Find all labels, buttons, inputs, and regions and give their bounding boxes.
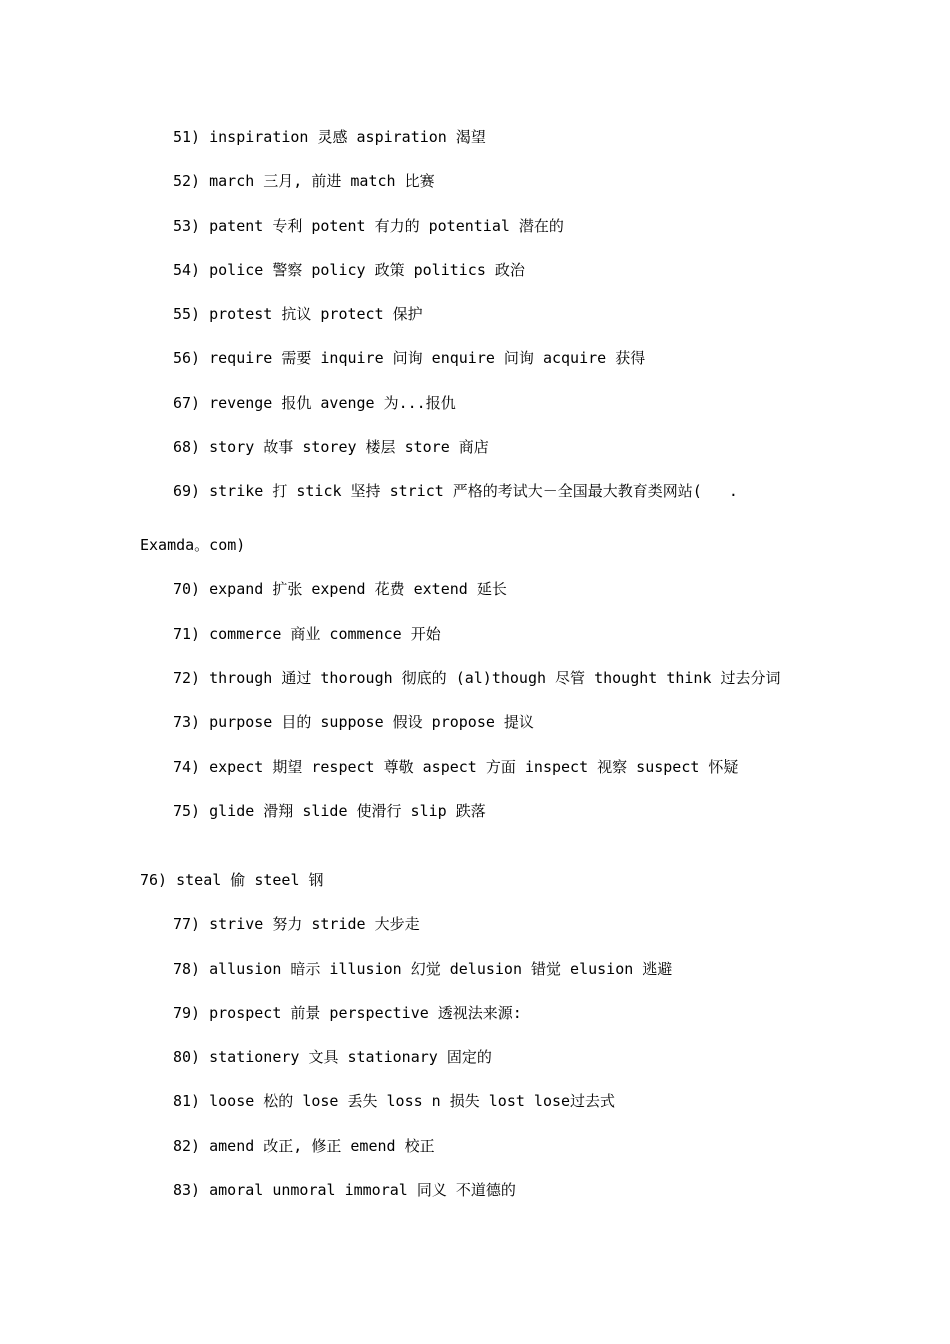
vocab-line-76: 76) steal 偷 steel 钢	[140, 871, 324, 889]
vocab-line-74: 74) expect 期望 respect 尊敬 aspect 方面 inspect 视察 suspect 怀疑	[173, 758, 739, 776]
vocab-line-69: 69) strike 打 stick 坚持 strict 严格的考试大－全国最大教育类网站( .	[173, 482, 738, 500]
vocab-line-83: 83) amoral unmoral immoral 同义 不道德的	[173, 1181, 516, 1199]
vocab-line-56: 56) require 需要 inquire 问询 enquire 问询 acquire 获得	[173, 349, 646, 367]
vocab-line-69-continued: Examda。com)	[140, 536, 246, 554]
vocab-line-68: 68) story 故事 storey 楼层 store 商店	[173, 438, 489, 456]
vocab-line-78: 78) allusion 暗示 illusion 幻觉 delusion 错觉 elusion 逃避	[173, 960, 673, 978]
vocab-line-53: 53) patent 专利 potent 有力的 potential 潜在的	[173, 217, 564, 235]
vocab-line-81: 81) loose 松的 lose 丢失 loss n 损失 lost lose过去式	[173, 1092, 616, 1110]
vocab-line-67: 67) revenge 报仇 avenge 为...报仇	[173, 394, 456, 412]
vocab-line-70: 70) expand 扩张 expend 花费 extend 延长	[173, 580, 507, 598]
vocab-line-51: 51) inspiration 灵感 aspiration 渴望	[173, 128, 486, 146]
vocab-line-72: 72) through 通过 thorough 彻底的 (al)though 尽管 thought think 过去分词	[173, 669, 781, 687]
vocab-line-75: 75) glide 滑翔 slide 使滑行 slip 跌落	[173, 802, 486, 820]
vocab-line-55: 55) protest 抗议 protect 保护	[173, 305, 423, 323]
vocab-line-52: 52) march 三月, 前进 match 比赛	[173, 172, 435, 190]
vocab-line-77: 77) strive 努力 stride 大步走	[173, 915, 420, 933]
vocab-line-82: 82) amend 改正, 修正 emend 校正	[173, 1137, 435, 1155]
vocab-line-71: 71) commerce 商业 commence 开始	[173, 625, 441, 643]
vocab-line-79: 79) prospect 前景 perspective 透视法来源:	[173, 1004, 522, 1022]
vocab-line-54: 54) police 警察 policy 政策 politics 政治	[173, 261, 525, 279]
vocab-line-73: 73) purpose 目的 suppose 假设 propose 提议	[173, 713, 534, 731]
vocab-line-80: 80) stationery 文具 stationary 固定的	[173, 1048, 492, 1066]
